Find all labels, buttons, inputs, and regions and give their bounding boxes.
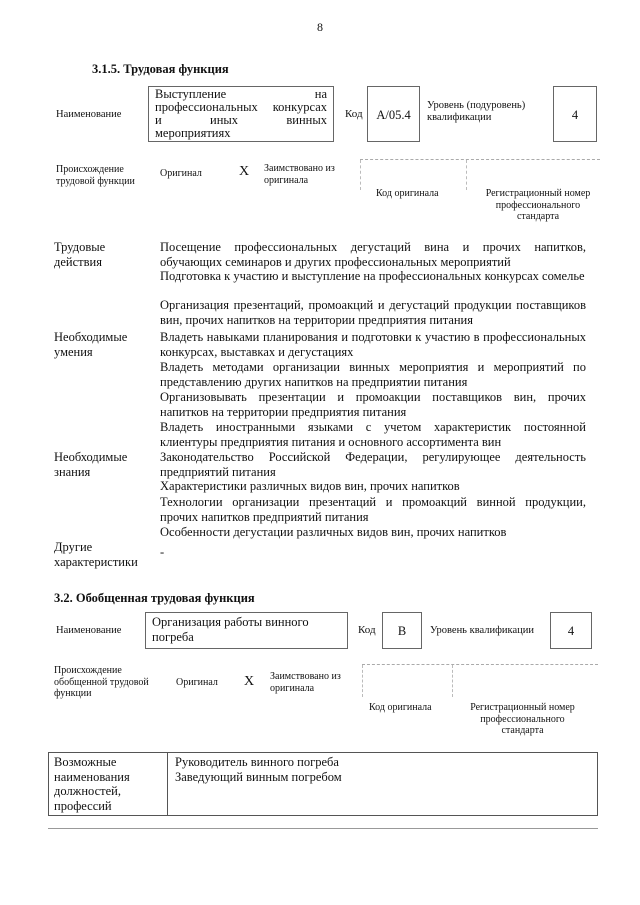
- divider: [362, 664, 598, 665]
- list-item: Посещение профессиональных дегустаций вина и прочих напитков, обучающих семинаров и других профессиональных мероприятий: [160, 240, 586, 269]
- borrowed-label-315: Заимствовано из оригинала: [264, 163, 335, 186]
- row-label-skills: Необходимые умения: [54, 330, 128, 359]
- name-label-32: Наименование: [56, 625, 122, 636]
- origin-label-315: Происхождение трудовой функции: [56, 164, 135, 187]
- reg-number-label-315: Регистрационный номер профессионального стандарта: [485, 188, 591, 222]
- original-label-32: Оригинал: [176, 677, 218, 688]
- divider: [48, 828, 598, 829]
- divider: [360, 159, 600, 160]
- page-number: 8: [317, 20, 323, 34]
- divider: [466, 160, 467, 190]
- borrowed-label-32: Заимствовано из оригинала: [270, 671, 341, 694]
- positions-label: Возможные наименования должностей, профессий: [54, 755, 130, 813]
- name-field-32: [145, 612, 348, 649]
- list-item: Владеть навыками планирования и подготовки к участию в профессиональных конкурсах, выставках и дегустациях: [160, 330, 586, 359]
- name-label-315: Наименование: [56, 109, 122, 120]
- level-label-315: Уровень (подуровень) квалификации: [427, 100, 526, 123]
- divider: [360, 160, 361, 190]
- list-item: Владеть иностранными языками с учетом характеристик постоянной клиентуры предприятия питания и основного ассортимента вин: [160, 420, 586, 449]
- level-label-32: Уровень квалификации: [430, 625, 535, 636]
- position-item: Заведующий винным погребом: [175, 770, 342, 784]
- code-original-label-32: Код оригинала: [369, 702, 432, 713]
- section-title-315: 3.1.5. Трудовая функция: [92, 62, 229, 76]
- code-value-32: B: [382, 612, 422, 649]
- divider: [362, 665, 363, 697]
- name-line-3: и иных винных: [155, 113, 327, 127]
- section-title-32: 3.2. Обобщенная трудовая функция: [54, 591, 255, 605]
- code-original-label-315: Код оригинала: [376, 188, 439, 199]
- original-label-315: Оригинал: [160, 168, 202, 179]
- list-item: -: [160, 545, 165, 559]
- name-line-1: Организация работы винного: [152, 615, 309, 629]
- name-line-2: профессиональных конкурсах: [155, 100, 327, 114]
- list-item: Владеть методами организации винных мероприятия и мероприятий по представлению других напитков на предприятии питания: [160, 360, 586, 389]
- row-label-actions: Трудовые действия: [54, 240, 106, 269]
- name-line-4: мероприятиях: [155, 126, 231, 140]
- row-label-other: Другие характеристики: [54, 540, 138, 569]
- level-value-32: 4: [550, 612, 592, 649]
- code-label-32: Код: [358, 624, 376, 636]
- list-item: Организовывать презентации и промоакции поставщиков вин, прочих напитков на территории предприятия питания: [160, 390, 586, 419]
- divider: [167, 752, 168, 816]
- x-mark-32: X: [244, 674, 255, 689]
- code-label-315: Код: [345, 108, 363, 120]
- list-item: Организация презентаций, промоакций и дегустаций продукции поставщиков вин, прочих напитков на территории предприятия питания: [160, 298, 586, 327]
- x-mark-315: X: [239, 164, 250, 179]
- row-label-knowledge: Необходимые знания: [54, 450, 128, 479]
- list-item: Характеристики различных видов вин, прочих напитков: [160, 479, 460, 493]
- divider: [452, 665, 453, 697]
- reg-number-label-32: Регистрационный номер профессионального стандарта: [470, 702, 575, 736]
- origin-label-32: Происхождение обобщенной трудовой функции: [54, 665, 149, 699]
- name-line-1: Выступление на: [155, 87, 327, 101]
- level-value-315: 4: [553, 86, 597, 142]
- name-line-2: погреба: [152, 630, 194, 644]
- list-item: Особенности дегустации различных видов вин, прочих напитков: [160, 525, 507, 539]
- list-item: Законодательство Российской Федерации, регулирующее деятельность предприятий питания: [160, 450, 586, 479]
- name-field-315: [148, 86, 334, 142]
- code-value-315: A/05.4: [367, 86, 420, 142]
- position-item: Руководитель винного погреба: [175, 755, 339, 769]
- list-item: Технологии организации презентаций и промоакций винной продукции, прочих напитков предприятий питания: [160, 495, 586, 524]
- list-item: Подготовка к участию и выступление на профессиональных конкурсах сомелье: [160, 269, 585, 283]
